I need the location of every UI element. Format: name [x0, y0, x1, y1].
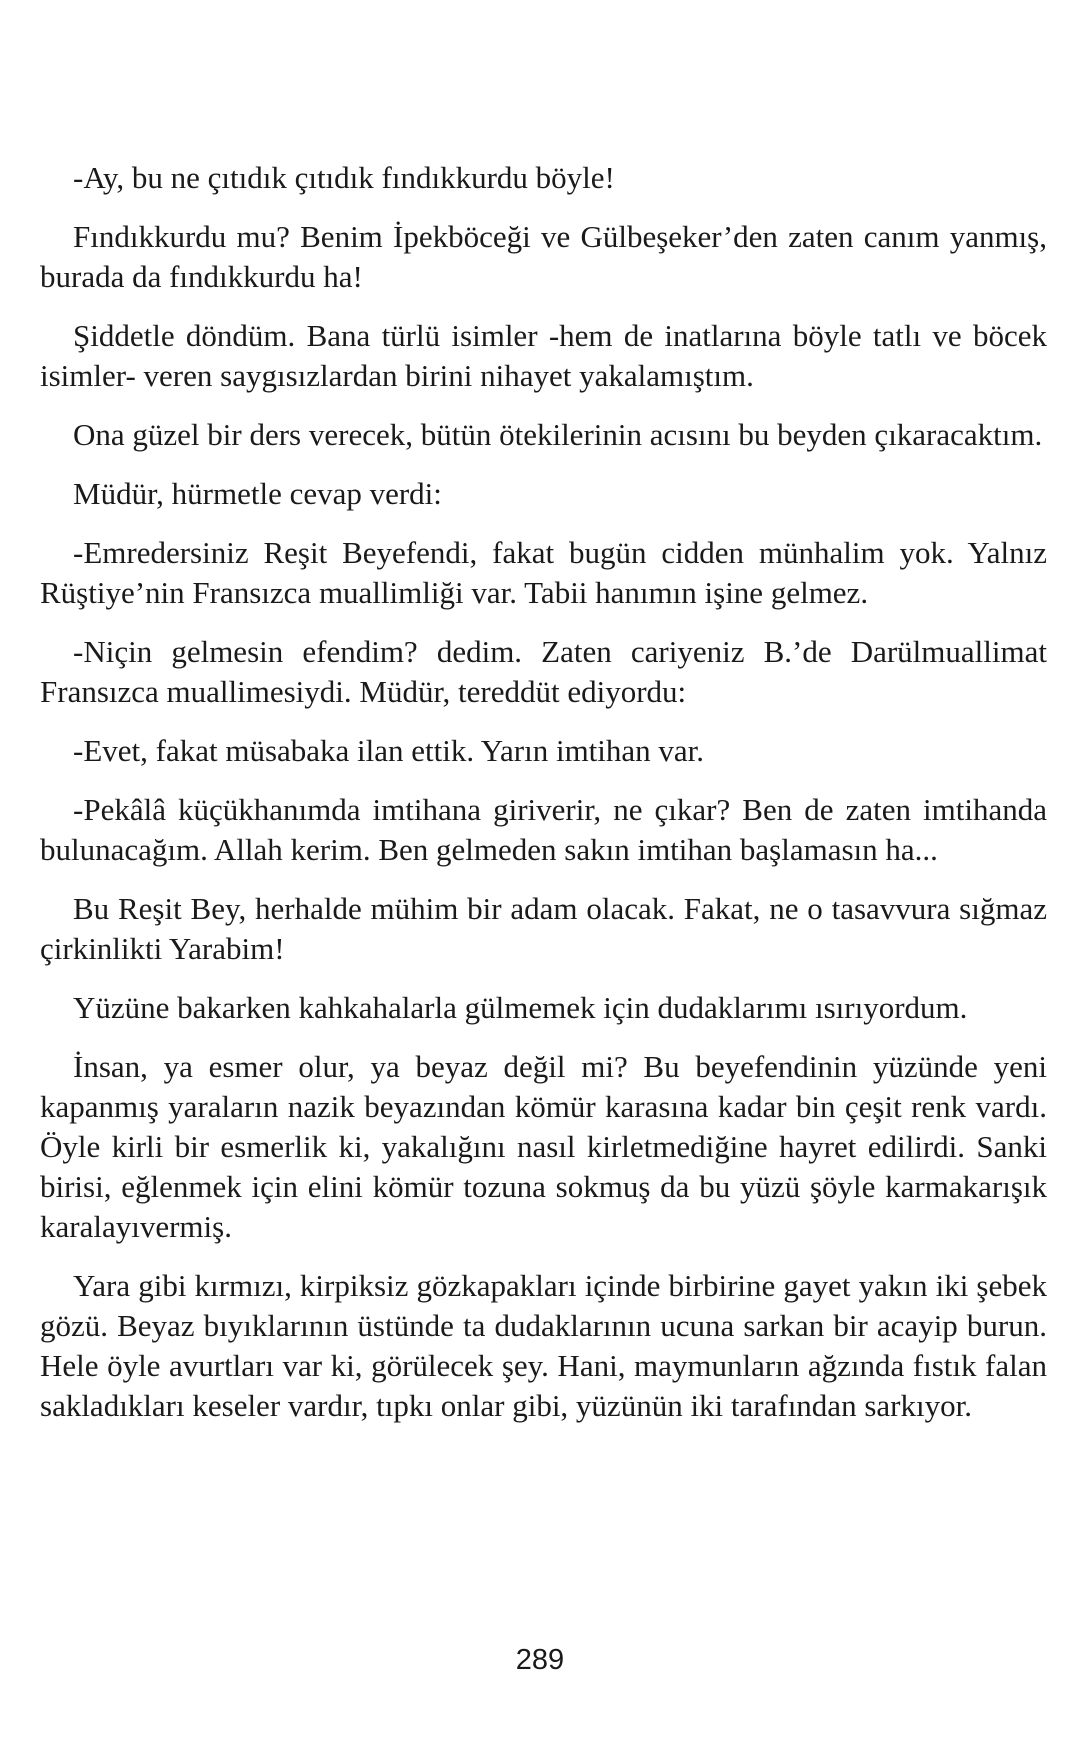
paragraph: -Niçin gelmesin efendim? dedim. Zaten cariyeniz B.’de Darülmuallimat Fransızca muallimesiydi. Müdür, tereddüt ediyordu: — [40, 634, 1047, 709]
paragraph: -Evet, fakat müsabaka ilan ettik. Yarın imtihan var. — [73, 733, 705, 768]
paragraph: Müdür, hürmetle cevap verdi: — [73, 476, 442, 511]
page-body — [40, 158, 1047, 1445]
paragraph: -Emredersiniz Reşit Beyefendi, fakat bugün cidden münhalim yok. Yalnız Rüştiye’nin Fransızca muallimliği var. Tabii hanımın işine gelmez. — [40, 535, 1047, 610]
paragraph: Fındıkkurdu mu? Benim İpekböceği ve Gülbeşeker’den zaten canım yanmış, burada da fındıkkurdu ha! — [40, 219, 1047, 294]
page-number: 289 — [515, 1644, 565, 1676]
paragraph: -Ay, bu ne çıtıdık çıtıdık fındıkkurdu böyle! — [73, 160, 615, 195]
paragraph: Bu Reşit Bey, herhalde mühim bir adam olacak. Fakat, ne o tasavvura sığmaz çirkinlikti Yarabim! — [40, 891, 1047, 966]
paragraph: İnsan, ya esmer olur, ya beyaz değil mi? Bu beyefendinin yüzünde yeni kapanmış yaraların nazik beyazından kömür karasına kadar bin çeşit renk vardı. Öyle kirli bir esmerlik ki, yakalığını nasıl kirletmediğine hayret edilirdi. Sanki birisi, eğlenmek için elini kömür tozuna sokmuş da bu yüzü şöyle karmakarışık karalayıvermiş. — [40, 1049, 1047, 1244]
paragraph: Yara gibi kırmızı, kirpiksiz gözkapakları içinde birbirine gayet yakın iki şebek gözü. Beyaz bıyıklarının üstünde ta dudaklarının ucuna sarkan bir acayip burun. Hele öyle avurtları var ki, görülecek şey. Hani, maymunların ağzında fıstık falan sakladıkları keseler vardır, tıpkı onlar gibi, yüzünün iki tarafından sarkıyor. — [40, 1268, 1047, 1423]
paragraph: Ona güzel bir ders verecek, bütün ötekilerinin acısını bu beyden çıkaracaktım. — [73, 417, 1043, 452]
paragraph: Yüzüne bakarken kahkahalarla gülmemek için dudaklarımı ısırıyordum. — [73, 990, 968, 1025]
paragraph: Şiddetle döndüm. Bana türlü isimler -hem de inatlarına böyle tatlı ve böcek isimler- veren saygısızlardan birini nihayet yakalamıştım. — [40, 318, 1047, 393]
paragraph: -Pekâlâ küçükhanımda imtihana giriverir, ne çıkar? Ben de zaten imtihanda bulunacağım. Allah kerim. Ben gelmeden sakın imtihan başlamasın ha... — [40, 792, 1047, 867]
